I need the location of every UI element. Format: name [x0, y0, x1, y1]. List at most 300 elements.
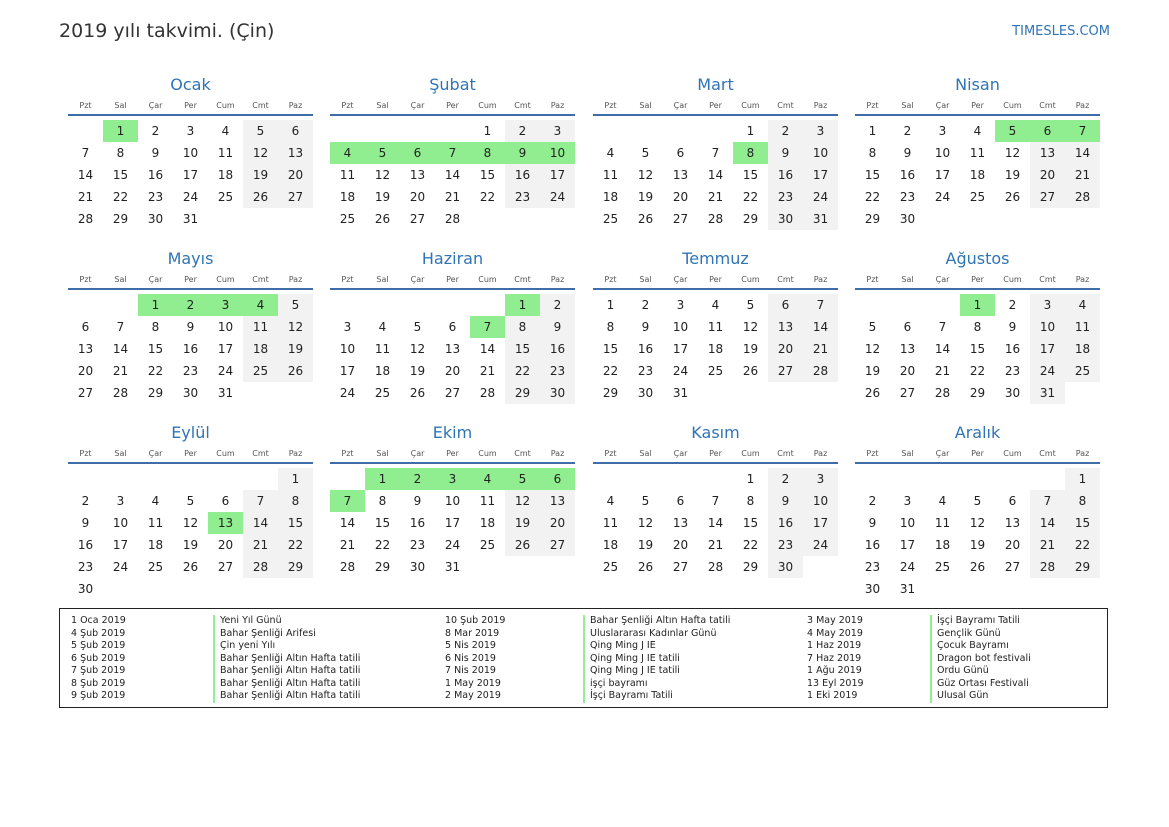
day-cell: 13 — [208, 512, 243, 534]
day-cell: 20 — [278, 164, 313, 186]
day-cell: 27 — [409, 212, 426, 226]
empty-cell — [400, 294, 435, 316]
day-cell: 9 — [413, 494, 422, 508]
weekday-label: Sal — [639, 449, 652, 458]
day-cell: 4 — [470, 468, 505, 490]
day-cell: 23 — [864, 560, 881, 574]
day-cell: 7 — [470, 316, 505, 338]
weekday-label: Pzt — [866, 101, 879, 110]
day-cell: 9 — [505, 142, 540, 164]
day-cell: 29 — [278, 556, 313, 578]
day-cell: 7 — [116, 320, 125, 334]
day-cell: 22 — [112, 190, 129, 204]
weekday-label: Paz — [813, 101, 828, 110]
day-cell: 9 — [903, 146, 912, 160]
day-cell: 6 — [278, 120, 313, 142]
day-cell: 3 — [803, 468, 838, 490]
day-cell: 3 — [903, 494, 912, 508]
legend-holiday-name: Yeni Yıl Günü — [213, 615, 360, 628]
weekday-label: Per — [184, 449, 197, 458]
day-cell: 20 — [77, 364, 94, 378]
empty-cell — [995, 468, 1030, 490]
day-cell: 11 — [602, 168, 619, 182]
weekday-label: Paz — [550, 101, 565, 110]
legend-holiday-name: Dragon bot festivali — [930, 653, 1031, 666]
day-cell: 22 — [1065, 534, 1100, 556]
month-6 — [330, 248, 575, 404]
weekday-label: Cmt — [252, 275, 269, 284]
weekday-label: Cmt — [252, 101, 269, 110]
day-cell: 19 — [374, 190, 391, 204]
empty-cell — [435, 294, 470, 316]
day-cell: 24 — [899, 560, 916, 574]
day-cell: 22 — [602, 364, 619, 378]
legend-date: 5 Nis 2019 — [445, 640, 496, 651]
day-cell: 7 — [330, 490, 365, 512]
legend-date: 7 Haz 2019 — [807, 652, 862, 664]
day-cell: 10 — [1030, 316, 1065, 338]
empty-cell — [68, 294, 103, 316]
day-cell: 12 — [969, 516, 986, 530]
weekday-label: Cmt — [514, 449, 531, 458]
day-cell: 2 — [151, 124, 160, 138]
weekday-header — [68, 446, 313, 464]
day-cell: 9 — [768, 490, 803, 512]
day-cell: 9 — [868, 516, 877, 530]
weekday-label: Sal — [639, 275, 652, 284]
day-cell: 13 — [540, 490, 575, 512]
empty-cell — [208, 468, 243, 490]
legend-date-column — [71, 615, 126, 703]
day-cell: 26 — [278, 360, 313, 382]
day-cell: 3 — [540, 120, 575, 142]
day-cell: 28 — [707, 560, 724, 574]
day-cell: 27 — [768, 360, 803, 382]
day-cell: 27 — [899, 386, 916, 400]
day-cell: 1 — [1065, 468, 1100, 490]
weekday-label: Çar — [148, 275, 163, 284]
weekday-label: Paz — [1075, 449, 1090, 458]
day-cell: 28 — [1030, 556, 1065, 578]
weekday-label: Cum — [1003, 101, 1022, 110]
day-cell: 31 — [444, 560, 461, 574]
legend-date: 7 Şub 2019 — [71, 665, 126, 676]
day-cell: 18 — [934, 538, 951, 552]
weekday-label: Paz — [1075, 275, 1090, 284]
day-cell: 25 — [1065, 360, 1100, 382]
legend-holiday-name: Qing Ming J IE tatili — [583, 653, 730, 666]
weekday-label: Sal — [376, 101, 389, 110]
day-cell: 23 — [768, 534, 803, 556]
legend-date: 7 Nis 2019 — [445, 665, 496, 676]
day-cell: 23 — [1004, 364, 1021, 378]
day-cell: 24 — [112, 560, 129, 574]
day-cell: 23 — [147, 190, 164, 204]
day-cell: 25 — [934, 560, 951, 574]
day-cell: 22 — [479, 190, 496, 204]
weekday-label: Çar — [673, 101, 688, 110]
empty-cell — [628, 468, 663, 490]
weekday-label: Paz — [1075, 101, 1090, 110]
day-cell: 12 — [637, 516, 654, 530]
day-cell: 13 — [1030, 142, 1065, 164]
day-cell: 14 — [1030, 512, 1065, 534]
day-cell: 24 — [934, 190, 951, 204]
weekday-label: Cmt — [514, 275, 531, 284]
weekday-label: Pzt — [79, 449, 92, 458]
day-cell: 18 — [243, 338, 278, 360]
day-cell: 1 — [868, 124, 877, 138]
day-cell: 10 — [803, 142, 838, 164]
day-cell: 2 — [768, 468, 803, 490]
empty-cell — [960, 468, 995, 490]
day-cell: 7 — [938, 320, 947, 334]
day-cell: 29 — [864, 212, 881, 226]
legend-holiday-name: Çin yeni Yılı — [213, 640, 360, 653]
month-12 — [855, 422, 1100, 600]
day-cell: 25 — [479, 538, 496, 552]
day-cell: 1 — [746, 124, 755, 138]
day-cell: 26 — [374, 212, 391, 226]
day-cell: 16 — [505, 164, 540, 186]
empty-cell — [365, 294, 400, 316]
day-cell: 6 — [676, 494, 685, 508]
day-cell: 14 — [479, 342, 496, 356]
day-cell: 6 — [1030, 120, 1065, 142]
day-cell: 31 — [803, 208, 838, 230]
month-name: Ekim — [432, 423, 473, 442]
legend-holiday-name: Çocuk Bayramı — [930, 640, 1031, 653]
day-cell: 10 — [899, 516, 916, 530]
day-cell: 7 — [803, 294, 838, 316]
month-1 — [68, 74, 313, 230]
day-cell: 9 — [186, 320, 195, 334]
day-cell: 19 — [864, 364, 881, 378]
weekday-label: Cum — [741, 275, 760, 284]
empty-cell — [365, 120, 400, 142]
day-cell: 23 — [899, 190, 916, 204]
day-cell: 15 — [505, 338, 540, 360]
day-cell: 12 — [409, 342, 426, 356]
empty-cell — [663, 120, 698, 142]
day-grid — [68, 294, 313, 404]
month-7 — [593, 248, 838, 404]
day-cell: 28 — [339, 560, 356, 574]
day-cell: 4 — [606, 146, 615, 160]
day-cell: 1 — [483, 124, 492, 138]
day-cell: 19 — [278, 338, 313, 360]
day-cell: 28 — [479, 386, 496, 400]
weekday-label: Per — [709, 449, 722, 458]
day-cell: 14 — [444, 168, 461, 182]
weekday-label: Per — [184, 275, 197, 284]
day-cell: 11 — [969, 146, 986, 160]
month-2 — [330, 74, 575, 230]
day-cell: 4 — [711, 298, 720, 312]
day-cell: 4 — [973, 124, 982, 138]
day-cell: 30 — [1004, 386, 1021, 400]
day-cell: 22 — [278, 534, 313, 556]
legend-holiday-name: Bahar Şenliği Altın Hafta tatili — [583, 615, 730, 628]
legend-holiday-name: işçi bayramı — [583, 678, 730, 691]
day-cell: 14 — [1065, 142, 1100, 164]
day-cell: 3 — [208, 294, 243, 316]
month-10 — [330, 422, 575, 578]
day-cell: 27 — [1030, 186, 1065, 208]
day-cell: 30 — [899, 212, 916, 226]
day-cell: 23 — [505, 186, 540, 208]
month-name: Ağustos — [945, 249, 1010, 268]
weekday-label: Cum — [216, 449, 235, 458]
day-cell: 1 — [138, 294, 173, 316]
legend-date: 1 Oca 2019 — [71, 615, 126, 626]
day-grid — [68, 120, 313, 230]
weekday-label: Cum — [741, 101, 760, 110]
empty-cell — [890, 294, 925, 316]
day-cell: 26 — [637, 212, 654, 226]
day-cell: 17 — [182, 168, 199, 182]
month-3 — [593, 74, 838, 230]
weekday-label: Cum — [478, 449, 497, 458]
day-cell: 5 — [746, 298, 755, 312]
empty-cell — [330, 120, 365, 142]
day-cell: 25 — [147, 560, 164, 574]
month-name: Haziran — [421, 249, 484, 268]
day-cell: 11 — [1065, 316, 1100, 338]
day-cell: 29 — [112, 212, 129, 226]
day-cell: 29 — [602, 386, 619, 400]
day-cell: 6 — [221, 494, 230, 508]
month-9 — [68, 422, 313, 600]
day-cell: 16 — [182, 342, 199, 356]
day-cell: 19 — [637, 538, 654, 552]
day-cell: 17 — [899, 538, 916, 552]
day-cell: 3 — [676, 298, 685, 312]
day-cell: 7 — [81, 146, 90, 160]
day-cell: 22 — [864, 190, 881, 204]
day-cell: 20 — [444, 364, 461, 378]
legend-date: 8 Şub 2019 — [71, 677, 126, 689]
day-cell: 18 — [217, 168, 234, 182]
day-cell: 5 — [641, 494, 650, 508]
day-cell: 22 — [742, 538, 759, 552]
weekday-label: Per — [971, 275, 984, 284]
day-cell: 2 — [1008, 298, 1017, 312]
legend-holiday-name: Güz Ortası Festivali — [930, 678, 1031, 691]
day-cell: 21 — [1030, 534, 1065, 556]
legend-date-column — [807, 615, 864, 703]
day-cell: 16 — [409, 516, 426, 530]
legend-holiday-name: Qing Ming J IE tatili — [583, 665, 730, 678]
day-cell: 21 — [707, 538, 724, 552]
empty-cell — [1030, 468, 1065, 490]
day-cell: 4 — [330, 142, 365, 164]
day-cell: 29 — [969, 386, 986, 400]
day-cell: 11 — [602, 516, 619, 530]
weekday-label: Pzt — [79, 101, 92, 110]
weekday-header — [330, 272, 575, 290]
day-cell: 3 — [186, 124, 195, 138]
day-cell: 11 — [217, 146, 234, 160]
day-cell: 19 — [637, 190, 654, 204]
day-cell: 15 — [742, 516, 759, 530]
weekday-label: Paz — [288, 275, 303, 284]
day-cell: 8 — [278, 490, 313, 512]
month-name: Temmuz — [682, 249, 749, 268]
day-cell: 12 — [1004, 146, 1021, 160]
day-cell: 2 — [81, 494, 90, 508]
day-cell: 29 — [1065, 556, 1100, 578]
day-cell: 16 — [77, 538, 94, 552]
legend-date: 5 Şub 2019 — [71, 640, 126, 651]
day-cell: 1 — [960, 294, 995, 316]
weekday-label: Sal — [376, 449, 389, 458]
day-cell: 14 — [77, 168, 94, 182]
empty-cell — [138, 468, 173, 490]
day-cell: 3 — [435, 468, 470, 490]
weekday-label: Çar — [935, 275, 950, 284]
site-link[interactable]: TIMESLES.COM — [1012, 24, 1110, 39]
day-cell: 21 — [77, 190, 94, 204]
weekday-label: Pzt — [341, 449, 354, 458]
legend-date: 13 Eyl 2019 — [807, 677, 864, 689]
weekday-label: Çar — [935, 101, 950, 110]
legend-date: 2 May 2019 — [445, 690, 501, 701]
day-cell: 18 — [707, 342, 724, 356]
day-cell: 1 — [365, 468, 400, 490]
weekday-label: Cum — [478, 101, 497, 110]
legend-date: 10 Şub 2019 — [445, 615, 506, 626]
day-cell: 6 — [903, 320, 912, 334]
day-cell: 12 — [278, 316, 313, 338]
weekday-label: Sal — [901, 275, 914, 284]
day-cell: 5 — [641, 146, 650, 160]
day-cell: 6 — [400, 142, 435, 164]
legend-holiday-name: Uluslararası Kadınlar Günü — [583, 628, 730, 641]
day-cell: 15 — [1065, 512, 1100, 534]
month-5 — [68, 248, 313, 404]
month-name: Kasım — [691, 423, 740, 442]
day-cell: 27 — [444, 386, 461, 400]
empty-cell — [330, 468, 365, 490]
day-cell: 2 — [903, 124, 912, 138]
day-cell: 25 — [243, 360, 278, 382]
weekday-header — [330, 98, 575, 116]
weekday-label: Sal — [376, 275, 389, 284]
day-cell: 14 — [112, 342, 129, 356]
weekday-label: Cum — [216, 101, 235, 110]
weekday-label: Cmt — [514, 101, 531, 110]
day-cell: 23 — [637, 364, 654, 378]
day-cell: 27 — [217, 560, 234, 574]
day-cell: 31 — [672, 386, 689, 400]
day-cell: 16 — [768, 164, 803, 186]
day-cell: 8 — [868, 146, 877, 160]
legend-name-column — [930, 615, 1031, 703]
day-cell: 12 — [243, 142, 278, 164]
day-cell: 2 — [768, 120, 803, 142]
empty-cell — [593, 468, 628, 490]
day-cell: 1 — [278, 468, 313, 490]
day-cell: 17 — [339, 364, 356, 378]
weekday-label: Sal — [639, 101, 652, 110]
day-cell: 12 — [182, 516, 199, 530]
day-cell: 1 — [746, 472, 755, 486]
weekday-label: Çar — [410, 275, 425, 284]
day-cell: 21 — [803, 338, 838, 360]
day-cell: 21 — [479, 364, 496, 378]
day-cell: 13 — [899, 342, 916, 356]
day-cell: 5 — [186, 494, 195, 508]
day-cell: 19 — [409, 364, 426, 378]
day-cell: 28 — [77, 212, 94, 226]
day-cell: 4 — [378, 320, 387, 334]
day-cell: 8 — [470, 142, 505, 164]
weekday-label: Per — [184, 101, 197, 110]
day-cell: 25 — [217, 190, 234, 204]
day-cell: 6 — [768, 294, 803, 316]
weekday-label: Paz — [550, 275, 565, 284]
day-cell: 10 — [934, 146, 951, 160]
day-cell: 25 — [602, 212, 619, 226]
month-name: Ocak — [170, 75, 211, 94]
day-cell: 16 — [147, 168, 164, 182]
day-cell: 18 — [602, 190, 619, 204]
empty-cell — [400, 120, 435, 142]
day-cell: 27 — [672, 560, 689, 574]
day-cell: 13 — [672, 516, 689, 530]
day-cell: 24 — [803, 534, 838, 556]
weekday-label: Cmt — [1039, 275, 1056, 284]
day-cell: 22 — [742, 190, 759, 204]
empty-cell — [330, 294, 365, 316]
day-cell: 26 — [742, 364, 759, 378]
day-cell: 25 — [969, 190, 986, 204]
legend-holiday-name: Ulusal Gün — [930, 690, 1031, 703]
weekday-label: Per — [446, 275, 459, 284]
weekday-label: Per — [446, 449, 459, 458]
legend-holiday-name: Bahar Şenliği Altın Hafta tatili — [213, 665, 360, 678]
day-cell: 16 — [768, 512, 803, 534]
day-cell: 30 — [540, 382, 575, 404]
day-grid — [593, 294, 838, 404]
day-cell: 13 — [77, 342, 94, 356]
weekday-label: Çar — [148, 101, 163, 110]
day-cell: 19 — [742, 342, 759, 356]
page-title: 2019 yılı takvimi. (Çin) — [59, 20, 275, 42]
day-cell: 12 — [742, 320, 759, 334]
day-cell: 31 — [217, 386, 234, 400]
empty-cell — [698, 120, 733, 142]
day-cell: 28 — [112, 386, 129, 400]
legend-holiday-name: İşçi Bayramı Tatili — [583, 690, 730, 703]
day-cell: 22 — [147, 364, 164, 378]
weekday-label: Pzt — [341, 101, 354, 110]
weekday-label: Cmt — [777, 101, 794, 110]
weekday-label: Cmt — [252, 449, 269, 458]
day-cell: 24 — [803, 186, 838, 208]
day-cell: 16 — [637, 342, 654, 356]
day-cell: 3 — [938, 124, 947, 138]
day-cell: 25 — [339, 212, 356, 226]
day-cell: 9 — [151, 146, 160, 160]
day-cell: 1 — [505, 294, 540, 316]
day-cell: 1 — [103, 120, 138, 142]
weekday-label: Per — [446, 101, 459, 110]
legend-name-column — [213, 615, 360, 703]
day-cell: 24 — [444, 538, 461, 552]
day-cell: 28 — [1065, 186, 1100, 208]
